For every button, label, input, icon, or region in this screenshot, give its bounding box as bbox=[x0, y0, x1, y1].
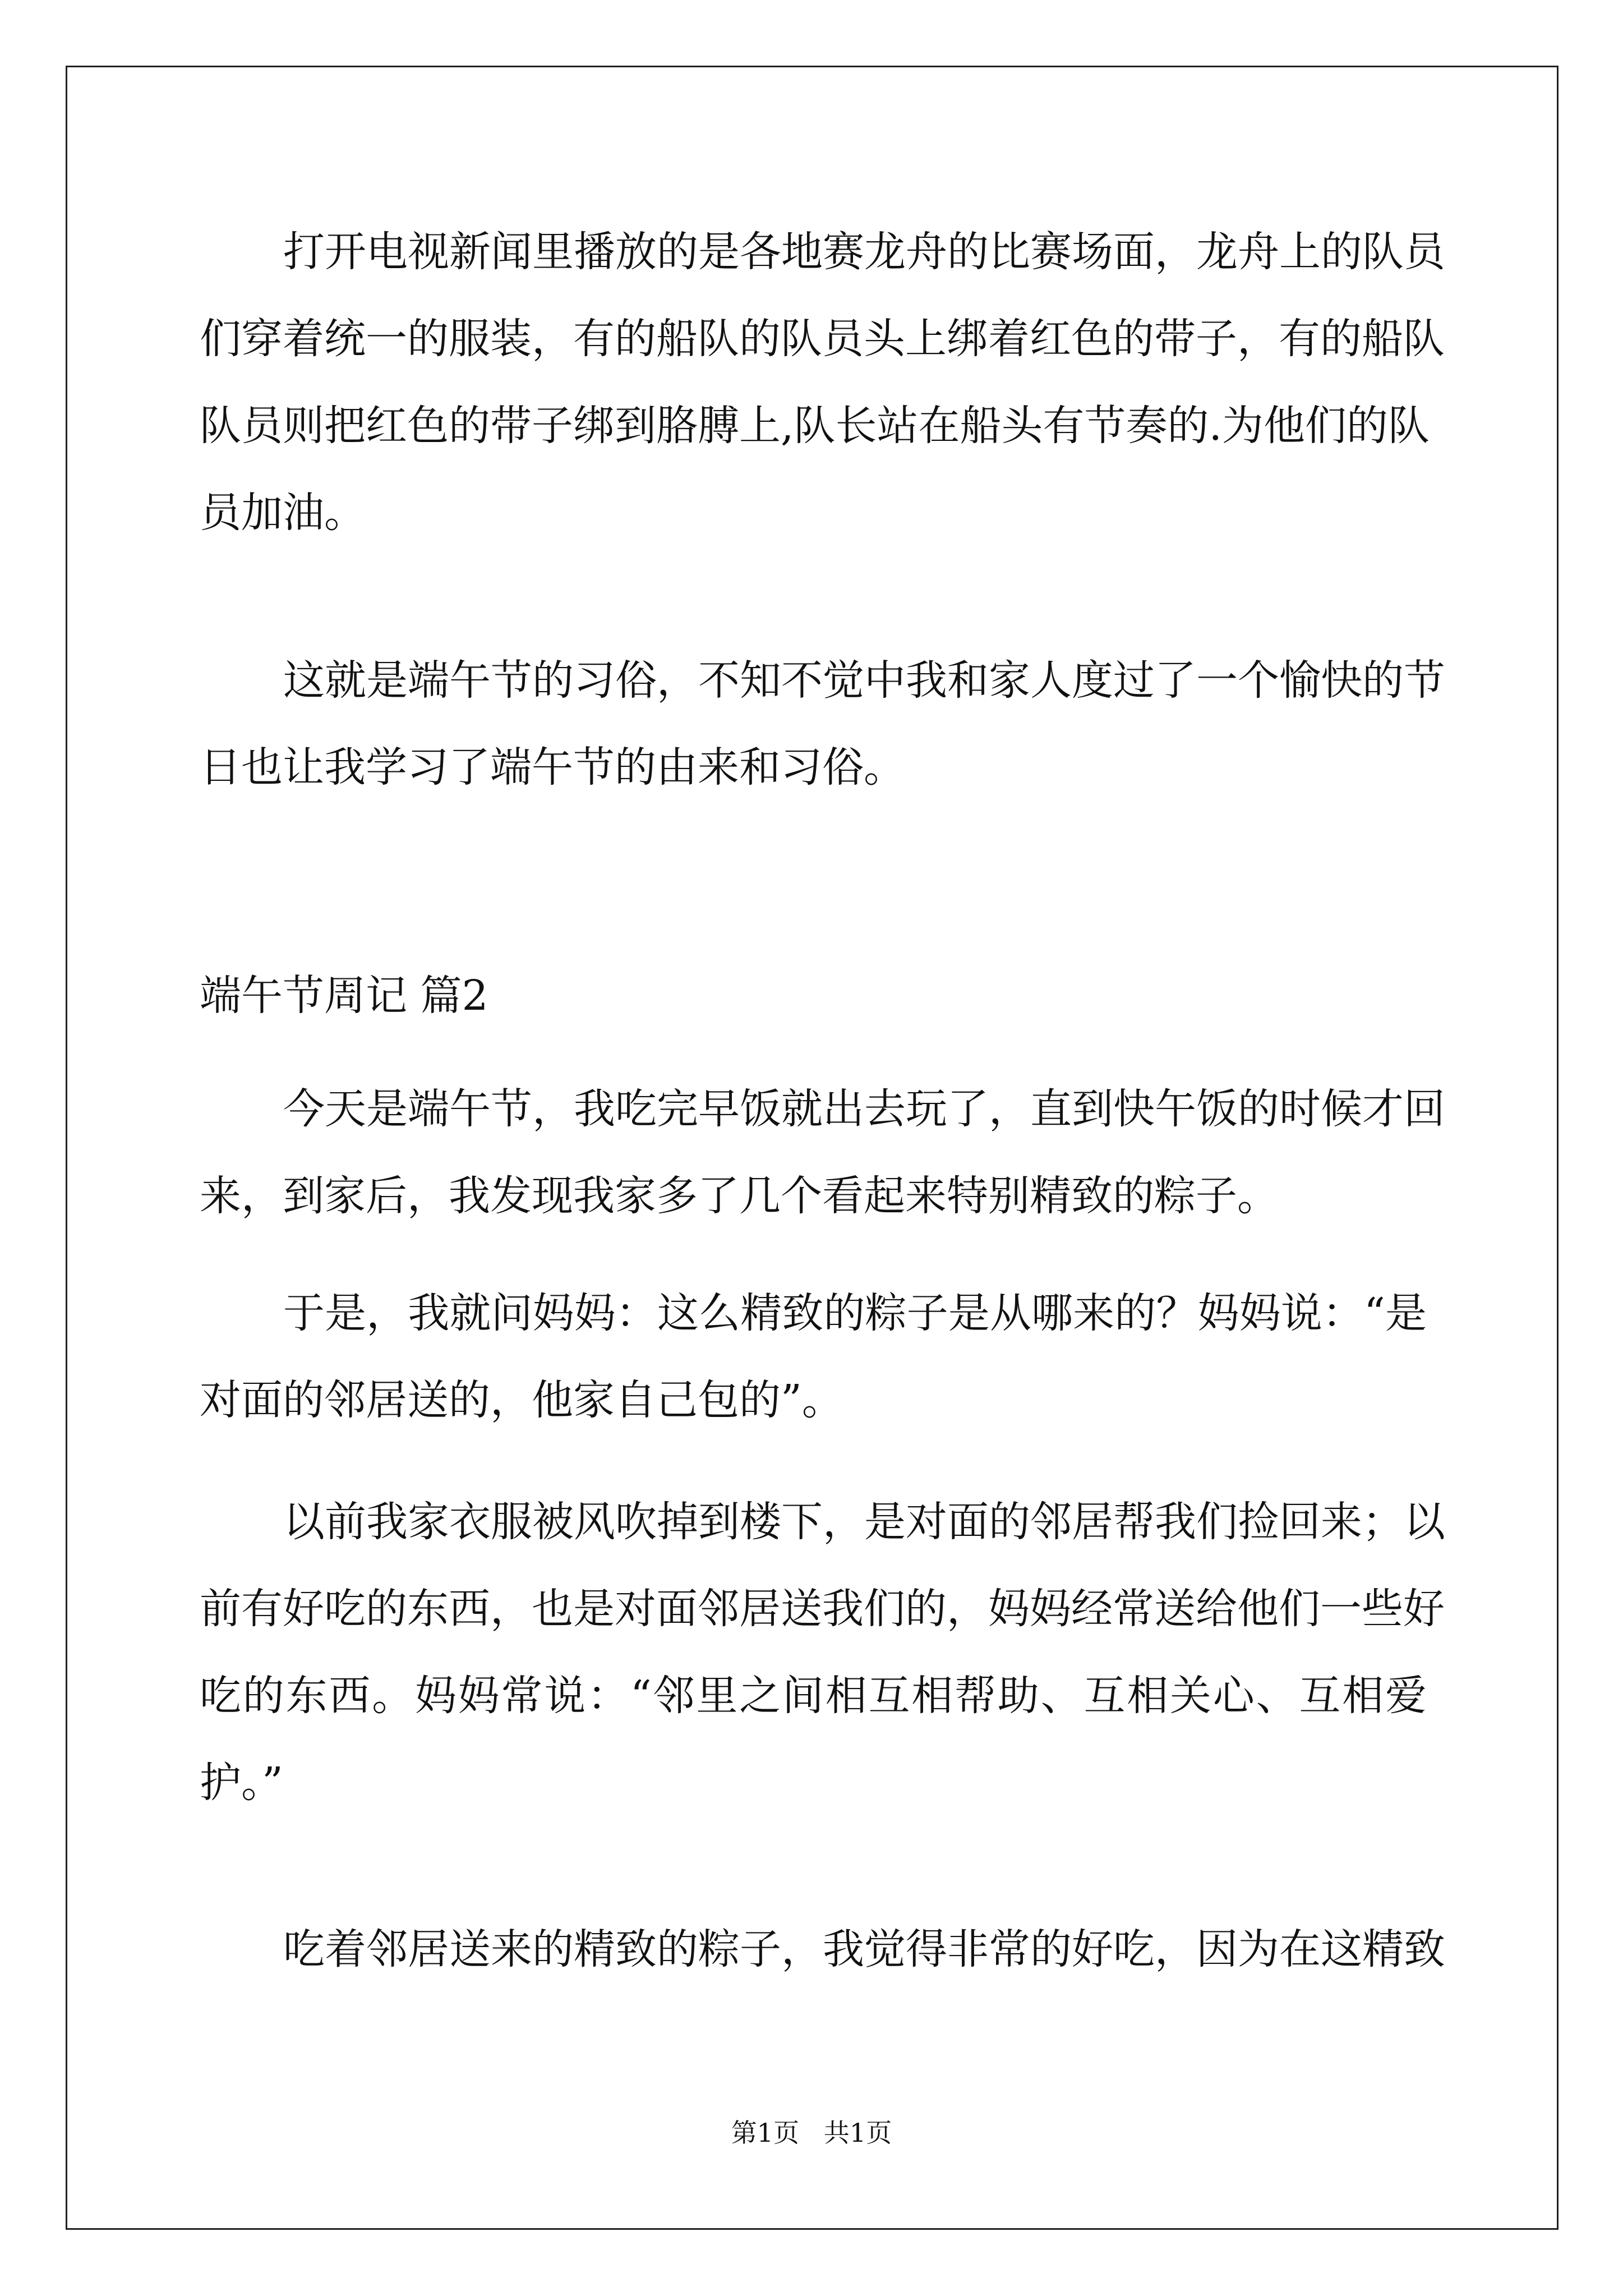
paragraph-5-line-4: 护。” bbox=[200, 1759, 283, 1807]
section-heading: 端午节周记 篇2 bbox=[200, 972, 488, 1020]
paragraph-1-line-1: 打开电视新闻里播放的是各地赛龙舟的比赛场面，龙舟上的队员 bbox=[283, 228, 1445, 276]
page-footer: 第1页 共1页 bbox=[731, 2118, 892, 2148]
page-border bbox=[66, 66, 1559, 2230]
paragraph-1-line-4: 员加油。 bbox=[200, 489, 366, 537]
paragraph-1-line-2: 们穿着统一的服装，有的船队的队员头上绑着红色的带子，有的船队 bbox=[200, 315, 1445, 363]
paragraph-1-line-3: 队员则把红色的带子绑到胳膊上,队长站在船头有节奏的.为他们的队 bbox=[200, 402, 1430, 450]
paragraph-2-line-2: 日也让我学习了端午节的由来和习俗。 bbox=[200, 743, 905, 792]
paragraph-5-line-1: 以前我家衣服被风吹掉到楼下，是对面的邻居帮我们捡回来；以 bbox=[283, 1498, 1445, 1546]
paragraph-3-line-2: 来，到家后，我发现我家多了几个看起来特别精致的粽子。 bbox=[200, 1172, 1279, 1220]
paragraph-6-line-1: 吃着邻居送来的精致的粽子，我觉得非常的好吃，因为在这精致 bbox=[283, 1925, 1445, 1973]
paragraph-5-line-2: 前有好吃的东西，也是对面邻居送我们的，妈妈经常送给他们一些好 bbox=[200, 1585, 1445, 1633]
paragraph-4-line-2: 对面的邻居送的，他家自己包的”。 bbox=[200, 1376, 843, 1424]
paragraph-2-line-1: 这就是端午节的习俗，不知不觉中我和家人度过了一个愉快的节 bbox=[283, 656, 1445, 705]
paragraph-3-line-1: 今天是端午节，我吃完早饭就出去玩了，直到快午饭的时候才回 bbox=[283, 1085, 1445, 1133]
paragraph-5-line-3: 吃的东西。妈妈常说：“邻里之间相互相帮助、互相关心、互相爱 bbox=[200, 1672, 1427, 1720]
paragraph-4-line-1: 于是，我就问妈妈：这么精致的粽子是从哪来的？妈妈说：“是 bbox=[283, 1289, 1427, 1337]
